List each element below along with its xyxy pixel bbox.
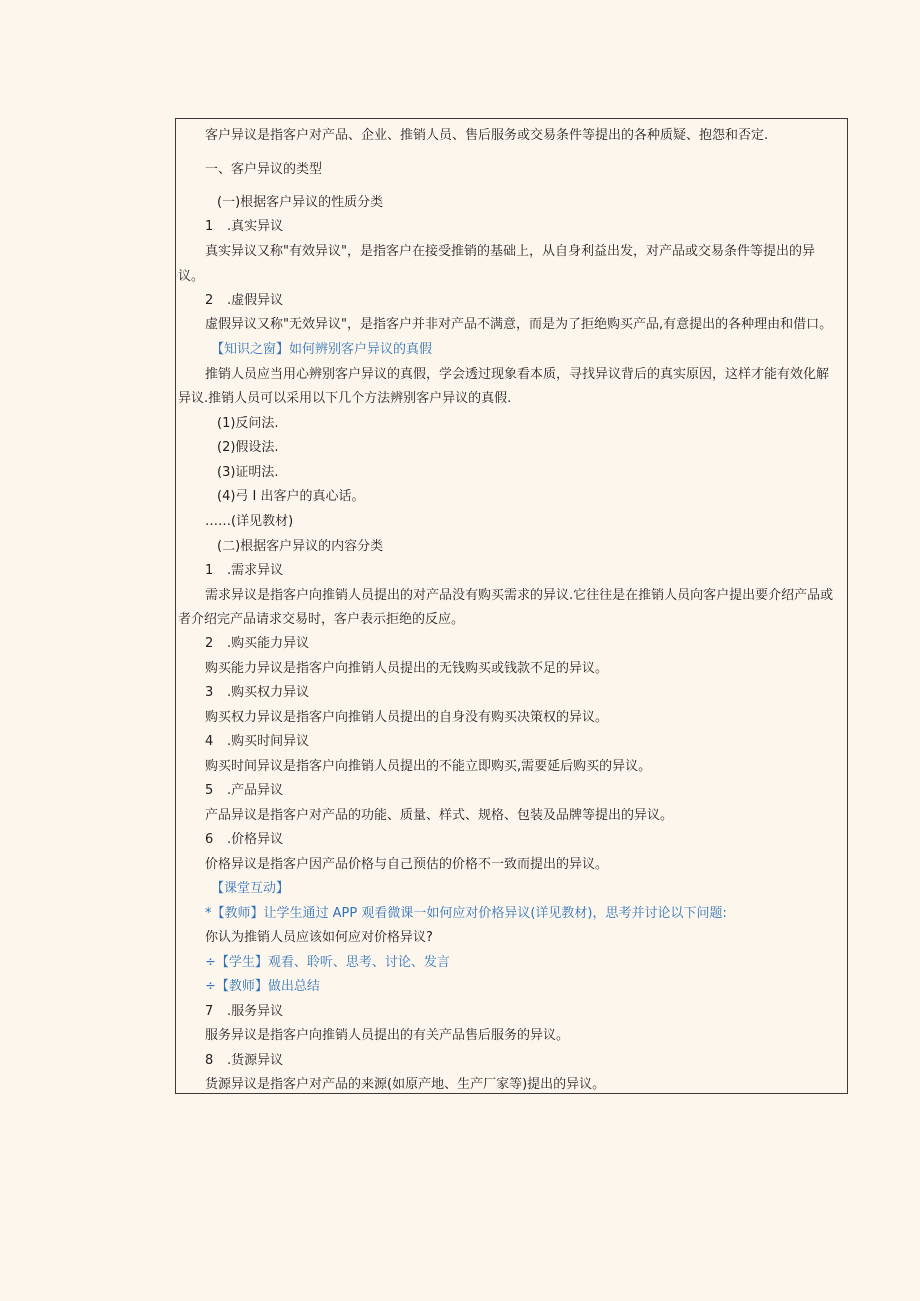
section-number: 7	[205, 1004, 214, 1019]
subheading-by-nature: (一)根据客户异议的性质分类	[217, 195, 384, 210]
heading-types: 一、客户异议的类型	[205, 162, 323, 177]
document-frame	[175, 118, 848, 1094]
teacher-summary: ÷【教师】做出总结	[205, 979, 320, 994]
section-purchase-time-objection	[205, 733, 309, 750]
paragraph-line: 货源异议是指客户对产品的来源(如原产地、生产厂家等)提出的异议。	[205, 1077, 606, 1092]
section-title: .购买时间异议	[227, 734, 310, 749]
paragraph-line: 虚假异议又称"无效异议"，是指客户并非对产品不满意，而是为了拒绝购买产品,有意提出的各种理由和借口。	[205, 317, 833, 332]
intro-paragraph: 客户异议是指客户对产品、企业、推销人员、售后服务或交易条件等提出的各种质疑、抱怨和否定.	[205, 128, 769, 143]
student-activity: ÷【学生】观看、聆听、思考、讨论、发言	[205, 955, 450, 970]
paragraph-line: 者介绍完产品请求交易时，客户表示拒绝的反应。	[178, 612, 465, 627]
section-supply-objection	[205, 1052, 283, 1069]
teacher-instruction: *【教师】让学生通过 APP 观看微课一如何应对价格异议(详见教材)，思考并讨论以下问题:	[205, 906, 727, 921]
section-number: 6	[205, 832, 214, 847]
method-item: (3)证明法.	[217, 465, 279, 480]
method-item: (4)弓 I 出客户的真心话。	[217, 489, 365, 504]
section-purchasing-power-objection	[205, 635, 309, 652]
section-title: .产品异议	[227, 783, 284, 798]
paragraph-line: 真实异议又称"有效异议"，是指客户在接受推销的基础上，从自身利益出发，对产品或交易条件等提出的异	[205, 244, 815, 259]
section-number: 4	[205, 734, 214, 749]
paragraph-line: 议。	[178, 269, 205, 284]
see-textbook-note: ……(详见教材)	[205, 514, 294, 529]
section-title: .价格异议	[227, 832, 284, 847]
section-number: 2	[205, 293, 214, 308]
section-title: .货源异议	[227, 1053, 284, 1068]
knowledge-window-title: 【知识之窗】如何辨别客户异议的真假	[211, 342, 433, 357]
section-price-objection	[205, 831, 283, 848]
paragraph-line: 购买权力异议是指客户向推销人员提出的自身没有购买决策权的异议。	[205, 710, 609, 725]
section-number: 1	[205, 219, 214, 234]
section-title: .购买权力异议	[227, 685, 310, 700]
paragraph-line: 需求异议是指客户向推销人员提出的对产品没有购买需求的异议.它往往是在推销人员向客户提出要介绍产品或	[205, 588, 834, 603]
method-item: (2)假设法.	[217, 440, 279, 455]
section-title: .真实异议	[227, 219, 284, 234]
section-title: .虚假异议	[227, 293, 284, 308]
paragraph-line: 购买时间异议是指客户向推销人员提出的不能立即购买,需要延后购买的异议。	[205, 759, 652, 774]
section-title: .购买能力异议	[227, 636, 310, 651]
section-product-objection	[205, 782, 283, 799]
section-false-objection	[205, 292, 283, 309]
section-title: .需求异议	[227, 563, 284, 578]
paragraph-line: 推销人员应当用心辨别客户异议的真假，学会透过现象看本质，寻找异议背后的真实原因，这样才能有效化解	[205, 367, 830, 382]
method-item: (1)反问法.	[217, 416, 279, 431]
section-title: .服务异议	[227, 1004, 284, 1019]
section-number: 5	[205, 783, 214, 798]
section-number: 3	[205, 685, 214, 700]
discussion-question: 你认为推销人员应该如何应对价格异议?	[205, 930, 433, 945]
paragraph-line: 服务异议是指客户向推销人员提出的有关产品售后服务的异议。	[205, 1028, 570, 1043]
section-demand-objection	[205, 562, 283, 579]
paragraph-line: 异议.推销人员可以采用以下几个方法辨别客户异议的真假.	[178, 391, 512, 406]
paragraph-line: 产品异议是指客户对产品的功能、质量、样式、规格、包装及品牌等提出的异议。	[205, 808, 674, 823]
subheading-by-content: (二)根据客户异议的内容分类	[217, 539, 384, 554]
classroom-interaction-title: 【课堂互动】	[211, 881, 290, 896]
section-purchasing-authority-objection	[205, 684, 309, 701]
paragraph-line: 购买能力异议是指客户向推销人员提出的无钱购买或钱款不足的异议。	[205, 661, 609, 676]
section-service-objection	[205, 1003, 283, 1020]
paragraph-line: 价格异议是指客户因产品价格与自己预估的价格不一致而提出的异议。	[205, 857, 609, 872]
section-number: 1	[205, 563, 214, 578]
section-real-objection	[205, 218, 283, 235]
section-number: 2	[205, 636, 214, 651]
section-number: 8	[205, 1053, 214, 1068]
